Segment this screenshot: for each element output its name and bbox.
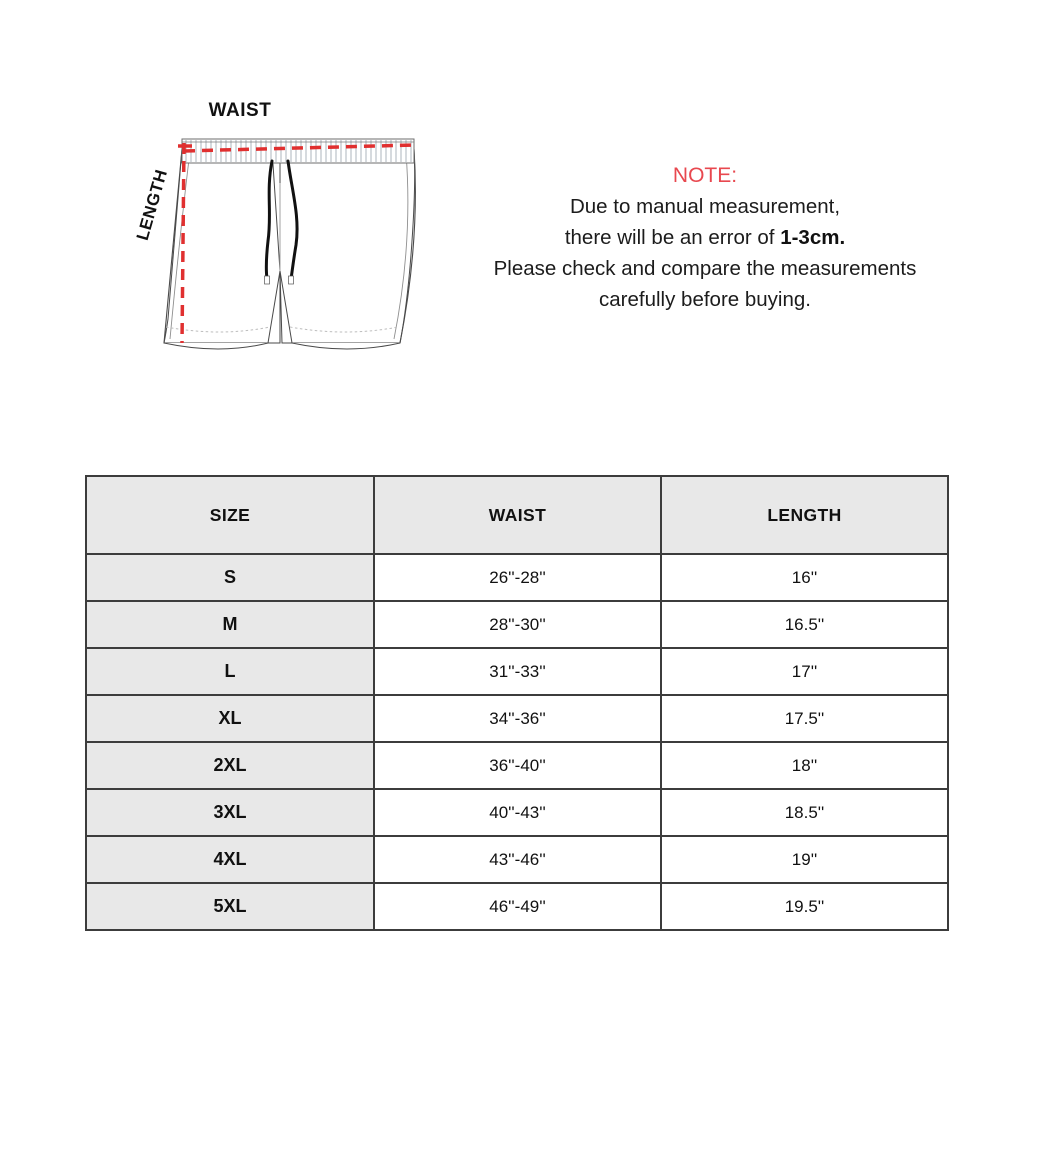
length-value: 16.5'' [661, 601, 948, 648]
note-line-2-prefix: there will be an error of [564, 226, 781, 249]
waist-value: 26''-28'' [374, 554, 661, 601]
length-value: 19'' [661, 836, 948, 883]
table-header-row [86, 476, 948, 554]
note-block [455, 160, 955, 315]
drawstring-left-aglet [265, 276, 270, 284]
right-hem-edge [292, 343, 400, 349]
length-value: 17.5'' [661, 695, 948, 742]
table-row [86, 883, 948, 930]
shorts-illustration-svg [120, 121, 450, 366]
length-value: 16'' [661, 554, 948, 601]
shorts-diagram [120, 95, 450, 370]
column-header-length: LENGTH [661, 476, 948, 554]
waist-value: 40''-43'' [374, 789, 661, 836]
table-row [86, 601, 948, 648]
waist-value: 31''-33'' [374, 648, 661, 695]
length-value: 17'' [661, 648, 948, 695]
column-header-waist: WAIST [374, 476, 661, 554]
column-header-size: SIZE [86, 476, 374, 554]
size-value: M [86, 601, 374, 648]
note-line-2 [455, 222, 955, 253]
note-heading: NOTE: [672, 164, 738, 187]
right-leg-shape [280, 149, 415, 343]
waist-value: 34''-36'' [374, 695, 661, 742]
size-chart-table [85, 475, 949, 931]
size-value: S [86, 554, 374, 601]
waist-value: 46''-49'' [374, 883, 661, 930]
size-value: 4XL [86, 836, 374, 883]
size-value: L [86, 648, 374, 695]
size-value: 3XL [86, 789, 374, 836]
waist-value: 28''-30'' [374, 601, 661, 648]
table-row [86, 742, 948, 789]
waistband [182, 139, 414, 163]
drawstring-right-aglet [289, 276, 294, 284]
note-line-3: Please check and compare the measurements [493, 257, 917, 280]
table-row [86, 836, 948, 883]
waist-value: 43''-46'' [374, 836, 661, 883]
left-hem-edge [164, 343, 268, 349]
table-row [86, 789, 948, 836]
waist-measurement-label-text: WAIST [208, 100, 272, 121]
table-row [86, 554, 948, 601]
size-value: XL [86, 695, 374, 742]
size-value: 2XL [86, 742, 374, 789]
note-tolerance-value: 1-3cm. [780, 226, 846, 249]
table-row [86, 695, 948, 742]
table-row [86, 648, 948, 695]
table-body [86, 554, 948, 930]
length-measurement-label: LENGTH [132, 167, 172, 243]
note-line-4: carefully before buying. [599, 288, 811, 311]
length-value: 18.5'' [661, 789, 948, 836]
note-line-1: Due to manual measurement, [569, 195, 841, 218]
size-value: 5XL [86, 883, 374, 930]
waist-measurement-label [120, 100, 450, 122]
length-value: 19.5'' [661, 883, 948, 930]
length-value: 18'' [661, 742, 948, 789]
waist-value: 36''-40'' [374, 742, 661, 789]
